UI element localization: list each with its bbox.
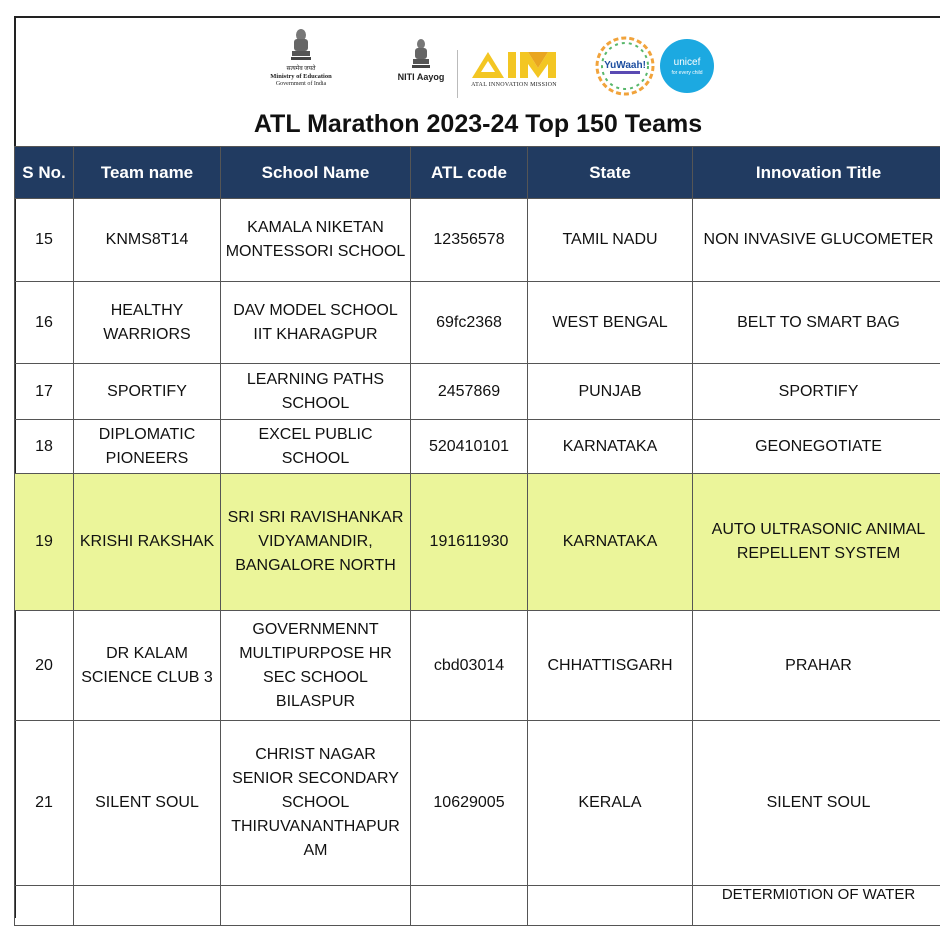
yuwaah-wordmark: YuWaah! <box>604 60 646 71</box>
cell-school-name: EXCEL PUBLIC SCHOOL <box>221 420 411 474</box>
cell-school-name <box>221 886 411 926</box>
unicef-logo <box>659 38 715 94</box>
cell-team-name: HEALTHY WARRIORS <box>74 282 221 364</box>
cell-state <box>528 886 693 926</box>
niti-aayog-logo <box>386 38 456 82</box>
cell-state: KERALA <box>528 721 693 886</box>
table-row <box>15 282 940 364</box>
aim-logo <box>464 48 564 89</box>
ministry-of-education-logo <box>246 28 356 88</box>
cell-state: WEST BENGAL <box>528 282 693 364</box>
col-header-innovation-title: Innovation Title <box>693 147 940 199</box>
table-row <box>15 611 940 721</box>
cell-sno: 20 <box>15 611 74 721</box>
cell-team-name: SILENT SOUL <box>74 721 221 886</box>
table-row <box>15 420 940 474</box>
cell-sno: 19 <box>15 474 74 611</box>
cell-sno: 16 <box>15 282 74 364</box>
cell-team-name: KNMS8T14 <box>74 199 221 282</box>
cell-atl-code: 191611930 <box>411 474 528 611</box>
cell-state: CHHATTISGARH <box>528 611 693 721</box>
cell-team-name <box>74 886 221 926</box>
cell-atl-code <box>411 886 528 926</box>
cell-school-name: GOVERNMENNT MULTIPURPOSE HR SEC SCHOOL BILASPUR <box>221 611 411 721</box>
table-row <box>15 199 940 282</box>
unicef-tagline: for every child <box>671 70 702 76</box>
cell-innovation-title: DETERMI0TION OF WATER <box>693 886 940 926</box>
cell-team-name: DIPLOMATIC PIONEERS <box>74 420 221 474</box>
ministry-line1: सत्यमेव जयते <box>286 66 315 73</box>
cell-team-name: KRISHI RAKSHAK <box>74 474 221 611</box>
national-emblem-icon <box>288 28 314 66</box>
page-title: ATL Marathon 2023-24 Top 150 Teams <box>16 110 940 139</box>
cell-atl-code: 12356578 <box>411 199 528 282</box>
cell-school-name: CHRIST NAGAR SENIOR SECONDARY SCHOOL THIRUVANANTHAPUR AM <box>221 721 411 886</box>
cell-innovation-title: SPORTIFY <box>693 364 940 420</box>
table-row <box>15 721 940 886</box>
logo-divider <box>457 50 458 98</box>
cell-sno <box>15 886 74 926</box>
table-row <box>15 364 940 420</box>
ministry-line2: Ministry of Education <box>270 73 331 81</box>
cell-sno: 17 <box>15 364 74 420</box>
cell-atl-code: 69fc2368 <box>411 282 528 364</box>
table-header <box>15 147 940 199</box>
cell-innovation-title: AUTO ULTRASONIC ANIMAL REPELLENT SYSTEM <box>693 474 940 611</box>
cell-atl-code: cbd03014 <box>411 611 528 721</box>
cell-sno: 21 <box>15 721 74 886</box>
table-row-partial <box>15 886 940 926</box>
col-header-state: State <box>528 147 693 199</box>
cell-state: KARNATAKA <box>528 420 693 474</box>
cell-innovation-title: GEONEGOTIATE <box>693 420 940 474</box>
col-header-team-name: Team name <box>74 147 221 199</box>
col-header-sno: S No. <box>15 147 74 199</box>
cell-team-name: DR KALAM SCIENCE CLUB 3 <box>74 611 221 721</box>
cell-state: KARNATAKA <box>528 474 693 611</box>
niti-emblem-icon <box>410 38 432 72</box>
yuwaah-logo <box>594 34 656 98</box>
cell-atl-code: 2457869 <box>411 364 528 420</box>
cell-innovation-title: PRAHAR <box>693 611 940 721</box>
aim-wordmark-icon <box>468 48 560 82</box>
cell-school-name: DAV MODEL SCHOOL IIT KHARAGPUR <box>221 282 411 364</box>
cell-sno: 15 <box>15 199 74 282</box>
col-header-school-name: School Name <box>221 147 411 199</box>
unicef-badge-icon <box>659 38 715 94</box>
cell-state: TAMIL NADU <box>528 199 693 282</box>
cell-innovation-title: SILENT SOUL <box>693 721 940 886</box>
cell-atl-code: 10629005 <box>411 721 528 886</box>
niti-aayog-label: NITI Aayog <box>398 72 445 82</box>
yuwaah-badge-icon <box>594 34 656 98</box>
cell-innovation-title: BELT TO SMART BAG <box>693 282 940 364</box>
cell-state: PUNJAB <box>528 364 693 420</box>
cell-innovation-title: NON INVASIVE GLUCOMETER <box>693 199 940 282</box>
aim-caption: ATAL INNOVATION MISSION <box>471 82 557 89</box>
cell-atl-code: 520410101 <box>411 420 528 474</box>
unicef-wordmark: unicef <box>674 57 701 68</box>
cell-school-name: SRI SRI RAVISHANKAR VIDYAMANDIR, BANGALORE NORTH <box>221 474 411 611</box>
cell-school-name: LEARNING PATHS SCHOOL <box>221 364 411 420</box>
col-header-atl-code: ATL code <box>411 147 528 199</box>
table-row-highlighted <box>15 474 940 611</box>
header-banner <box>16 18 940 146</box>
ministry-line3: Government of India <box>276 81 326 88</box>
logo-strip <box>16 24 940 114</box>
cell-team-name: SPORTIFY <box>74 364 221 420</box>
teams-table <box>14 146 940 926</box>
cell-sno: 18 <box>15 420 74 474</box>
cell-school-name: KAMALA NIKETAN MONTESSORI SCHOOL <box>221 199 411 282</box>
